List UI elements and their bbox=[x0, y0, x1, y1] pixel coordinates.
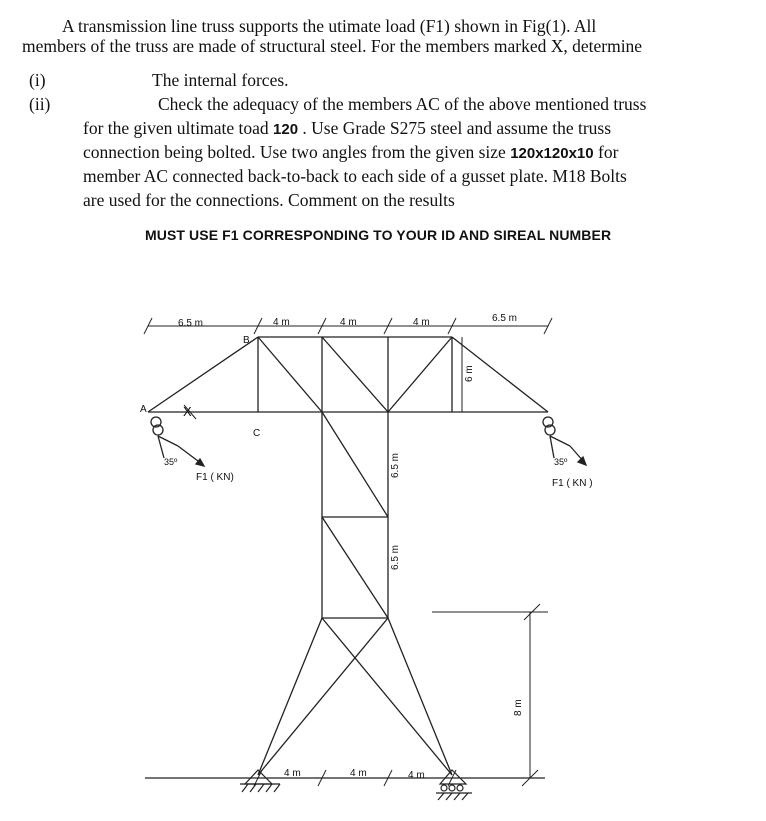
dim-top-2: 4 m bbox=[273, 317, 290, 328]
member-x-marker: X bbox=[183, 404, 192, 419]
diagonal-right bbox=[388, 337, 452, 412]
cross-brace-2 bbox=[258, 618, 388, 775]
dim-top-4: 4 m bbox=[413, 317, 430, 328]
right-ground-leg bbox=[388, 618, 452, 775]
dim-bottom-3: 4 m bbox=[408, 770, 425, 781]
item-2-line-5: are used for the connections. Comment on the results bbox=[83, 190, 455, 210]
dim-base-height: 8 m bbox=[513, 699, 524, 716]
angle-left-label: 35º bbox=[164, 457, 178, 467]
item-2-line-3-a: connection being bolted. Use two angles from the given size bbox=[83, 142, 511, 162]
node-C-label: C bbox=[253, 428, 261, 439]
node-B-label: B bbox=[243, 335, 250, 346]
angle-right-label: 35º bbox=[554, 457, 568, 467]
dim-bottom-1: 4 m bbox=[284, 768, 301, 779]
intro-line-2: members of the truss are made of structural steel. For the members marked X, determine bbox=[22, 36, 643, 56]
diagonal-mid bbox=[322, 337, 388, 412]
instruction-heading: MUST USE F1 CORRESPONDING TO YOUR ID AND SIREAL NUMBER bbox=[145, 227, 612, 243]
item-2-line-2-b: . Use Grade S275 steel and assume the truss bbox=[298, 118, 612, 138]
ultimate-load-value: 120 bbox=[273, 121, 299, 138]
left-ground-leg bbox=[258, 618, 322, 775]
dim-bottom-2: 4 m bbox=[350, 768, 367, 779]
tower-diagonal-1 bbox=[322, 412, 388, 517]
right-insulator bbox=[543, 417, 570, 446]
load-right-label: F1 ( KN ) bbox=[552, 478, 593, 489]
cross-brace-1 bbox=[322, 618, 452, 775]
item-1-number: (i) bbox=[29, 70, 46, 90]
load-left-label: F1 ( KN) bbox=[196, 472, 234, 483]
dim-top-1: 6.5 m bbox=[178, 318, 204, 329]
dim-top-3: 4 m bbox=[340, 317, 357, 328]
intro-line-1: A transmission line truss supports the utimate load (F1) shown in Fig(1). All bbox=[62, 16, 597, 36]
dim-top-5: 6.5 m bbox=[492, 313, 518, 324]
item-2-line-3-b: for bbox=[593, 142, 619, 162]
item-2-line-2-a: for the given ultimate toad bbox=[83, 118, 274, 138]
left-arm-top-member bbox=[148, 337, 258, 412]
angle-size-value: 120x120x10 bbox=[510, 145, 594, 162]
dim-right-arm-height: 6 m bbox=[464, 365, 475, 382]
item-2-line-4: member AC connected back-to-back to each side of a gusset plate. M18 Bolts bbox=[83, 166, 627, 186]
item-2-number: (ii) bbox=[29, 94, 51, 114]
item-2-line-1: Check the adequacy of the members AC of the above mentioned truss bbox=[158, 94, 647, 114]
diagonal-left bbox=[258, 337, 322, 412]
dim-mid-2: 6.5 m bbox=[390, 544, 401, 570]
item-1-text: The internal forces. bbox=[152, 70, 289, 90]
tower-diagonal-2 bbox=[322, 517, 388, 618]
node-A-label: A bbox=[140, 404, 147, 415]
dim-mid-1: 6.5 m bbox=[390, 452, 401, 478]
left-insulator bbox=[151, 417, 178, 446]
